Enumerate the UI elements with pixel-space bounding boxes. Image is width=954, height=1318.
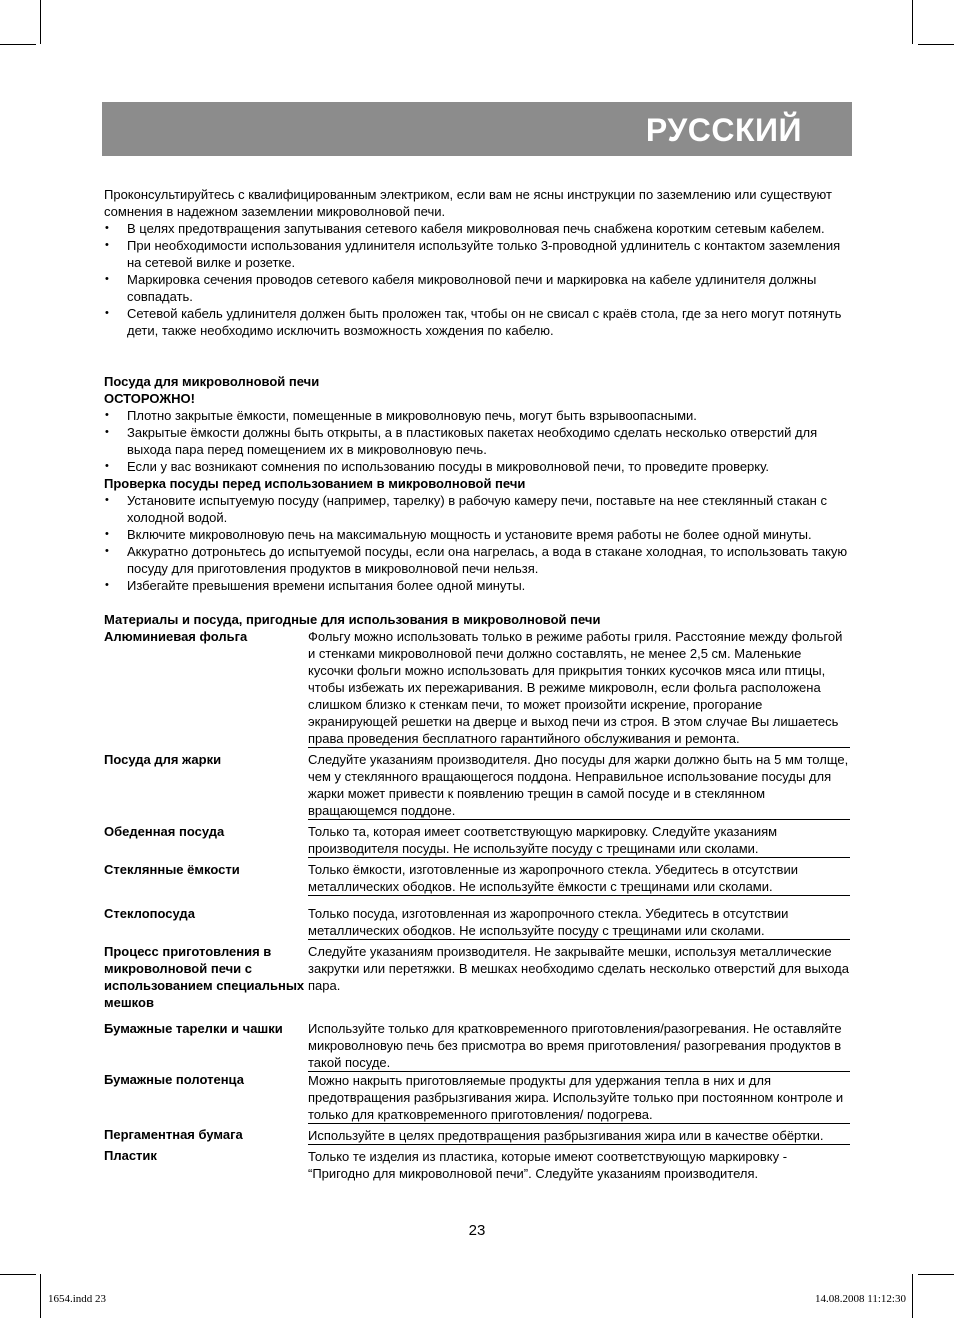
material-description: Используйте только для кратковременного приготовления/разогревания. Не оставляйте микроволновую печь без присмотра во время приготовления/ разогревания продуктов в такой посуде. <box>308 1020 842 1070</box>
table-row <box>104 896 850 940</box>
page-content <box>104 186 850 1182</box>
table-row <box>104 858 850 896</box>
grounding-intro: Проконсультируйтесь с квалифицированным электриком, если вам не ясны инструкции по заземлению или существуют сомнения в надежном заземлении микроволновой печи. <box>104 187 832 219</box>
language-title: РУССКИЙ <box>645 112 802 148</box>
list-item: • Закрытые ёмкости должны быть открыты, а в пластиковых пакетах необходимо сделать несколько отверстий для выхода пара перед помещением их в микроволновую печь. <box>104 424 850 458</box>
cookware-bullets <box>104 407 850 475</box>
material-description: Следуйте указаниям производителя. Дно посуды для жарки должно быть на 5 мм толще, чем у стеклянного вращающегося поддона. Неправильное использование посуды для жарки может привести к появлению трещин в самой посуде и в стеклянном вращающемся поддоне. <box>308 748 850 820</box>
footer-file-info: 1654.indd 23 <box>48 1293 107 1305</box>
material-description: Только та, которая имеет соответствующую маркировку. Следуйте указаниям производителя посуды. Не используйте посуду с трещинами или сколами. <box>308 820 850 858</box>
list-item: • В целях предотвращения запутывания сетевого кабеля микроволновая печь снабжена коротким сетевым кабелем. <box>104 220 850 237</box>
material-description: Можно накрыть приготовляемые продукты для удержания тепла в них и для предотвращения разбрызгивания жира. Используйте только при постоянном контроле и только для кратковременного приготовления/ подогрева. <box>308 1071 850 1123</box>
list-item: • Установите испытуемую посуду (например, тарелку) в рабочую камеру печи, поставьте на нее стеклянный стакан с холодной водой. <box>104 492 850 526</box>
footer-datetime: 14.08.2008 11:12:30 <box>815 1293 906 1305</box>
material-label: Алюминиевая фольга <box>104 629 248 644</box>
crop-mark <box>0 44 36 45</box>
list-item: • Включите микроволновую печь на максимальную мощность и установите время работы не более одной минуты. <box>104 526 850 543</box>
material-label: Обеденная посуда <box>104 823 225 839</box>
material-label: Стеклопосуда <box>104 905 195 921</box>
crop-mark <box>912 1274 913 1318</box>
table-row <box>104 1071 850 1123</box>
table-row <box>104 1144 850 1182</box>
list-item: • Аккуратно дотроньтесь до испытуемой посуды, если она нагрелась, а вода в стакане холодная, то использовать такую посуду для приготовления продуктов в микроволновой печи нельзя. <box>104 543 850 577</box>
table-row <box>104 628 850 748</box>
warning-label: ОСТОРОЖНО! <box>104 391 195 406</box>
list-item: • Избегайте превышения времени испытания более одной минуты. <box>104 577 850 594</box>
crop-mark <box>918 44 954 45</box>
language-header-band <box>102 102 852 156</box>
table-row <box>104 1123 850 1144</box>
table-row <box>104 940 850 1011</box>
list-item: • При необходимости использования удлинителя используйте только 3-проводной удлинитель с контактом заземления на сетевой вилке и розетке. <box>104 237 850 271</box>
material-label: Пергаментная бумага <box>104 1127 243 1142</box>
material-label: Стеклянные ёмкости <box>104 861 240 877</box>
list-item: • Если у вас возникают сомнения по использованию посуды в микроволновой печи, то проведите проверку. <box>104 458 850 475</box>
list-item: • Сетевой кабель удлинителя должен быть проложен так, чтобы он не свисал с краёв стола, где за него могут потянуть дети, также необходимо исключить возможность хождения по кабелю. <box>104 305 850 339</box>
material-description: Только ёмкости, изготовленные из жаропрочного стекла. Убедитесь в отсутствии металлических ободков. Не используйте ёмкости с трещинами или сколами. <box>308 858 850 896</box>
material-label: Бумажные полотенца <box>104 1072 244 1087</box>
material-label: Бумажные тарелки и чашки <box>104 1020 283 1036</box>
crop-mark <box>918 1274 954 1275</box>
page-number: 23 <box>468 1222 486 1239</box>
list-item: • Маркировка сечения проводов сетевого кабеля микроволновой печи и маркировка на кабеле удлинителя должны совпадать. <box>104 271 850 305</box>
table-row <box>104 1011 850 1072</box>
check-heading: Проверка посуды перед использованием в микроволновой печи <box>104 476 526 491</box>
extension-cord-bullets <box>104 220 850 339</box>
cookware-heading: Посуда для микроволновой печи <box>104 374 320 389</box>
material-description: Следуйте указаниям производителя. Не закрывайте мешки, используя металлические закрутки или перетяжки. В мешках необходимо сделать несколько отверстий для выхода пара. <box>308 944 849 993</box>
material-description: Только посуда, изготовленная из жаропрочного стекла. Убедитесь в отсутствии металлических ободков. Не используйте посуду с трещинами или сколами. <box>308 896 850 940</box>
material-description: Только те изделия из пластика, которые имеют соответствующую маркировку - “Пригодно для микроволновой печи”. Следуйте указаниям производителя. <box>308 1148 788 1181</box>
list-item: • Плотно закрытые ёмкости, помещенные в микроволновую печь, могут быть взрывоопасными. <box>104 407 850 424</box>
crop-mark <box>912 0 913 44</box>
crop-mark <box>0 1274 36 1275</box>
material-label: Посуда для жарки <box>104 751 222 767</box>
crop-mark <box>40 0 41 44</box>
material-label: Процесс приготовления в микроволновой печи с использованием специальных мешков <box>104 943 305 1010</box>
material-label: Пластик <box>104 1148 157 1163</box>
table-row <box>104 820 850 858</box>
material-description: Используйте в целях предотвращения разбрызгивания жира или в качестве обёртки. <box>308 1123 850 1144</box>
check-bullets <box>104 492 850 594</box>
crop-mark <box>40 1274 41 1318</box>
material-description: Фольгу можно использовать только в режиме работы гриля. Расстояние между фольгой и стенками микроволновой печи должно составлять, не менее 2,5 см. Маленькие кусочки фольги можно использовать для прикрытия тонких кусочков мяса или птицы, чтобы избежать их пережаривания. В режиме микроволн, если фольга расположена слишком близко к стенкам печи, то может произойти искрение, прогорание экранирующей решетки на дверце и выход печи из строя. В этом случае Вы лишаетесь права проведения бесплатного гарантийного обслуживания и ремонта. <box>308 628 850 748</box>
materials-heading: Материалы и посуда, пригодные для использования в микроволновой печи <box>104 612 601 627</box>
table-row <box>104 748 850 820</box>
materials-table <box>104 628 850 1182</box>
